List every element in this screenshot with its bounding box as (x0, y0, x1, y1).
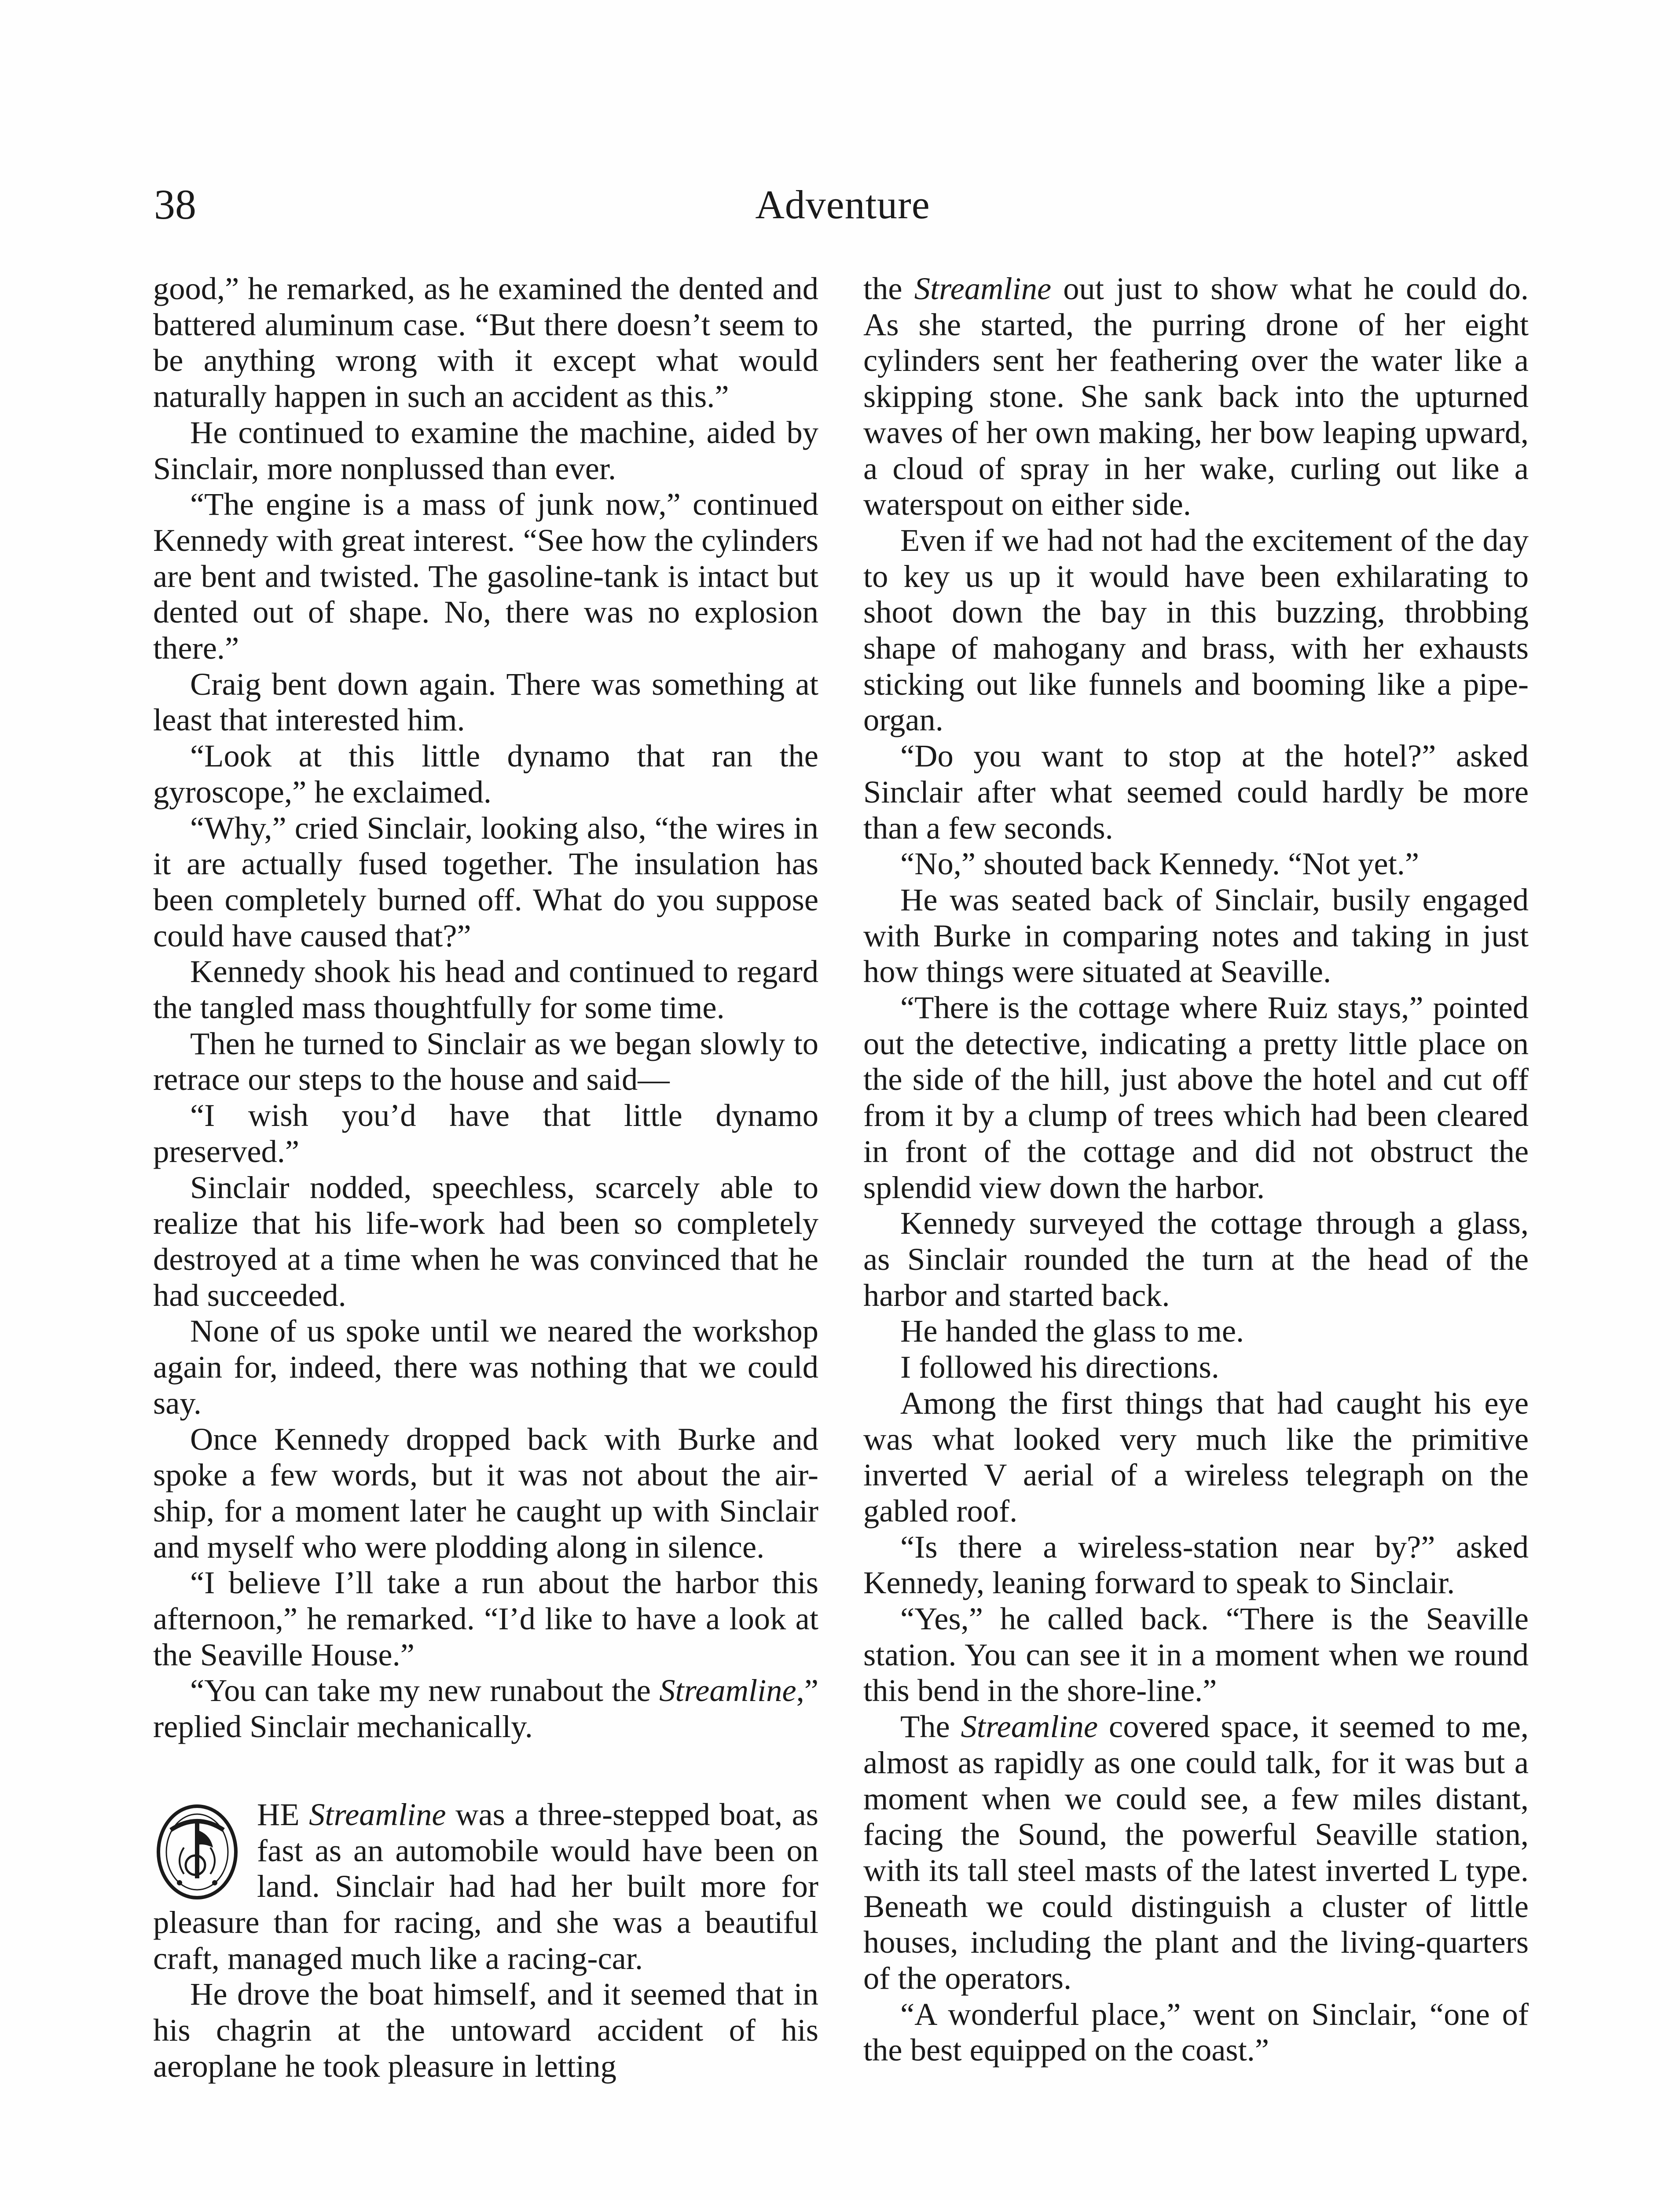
text-run: “No,” shouted back Kennedy. “Not yet.” (900, 846, 1420, 882)
text-run: Kennedy shook his head and continued to regard the tangled mass thoughtfully for some time. (153, 953, 818, 1026)
paragraph (153, 1421, 818, 1565)
text-run: Sinclair nodded, speechless, scarcely able to realize that his life-work had been so completely destroyed at a time when he was convinced that he had succeeded. (153, 1169, 818, 1313)
text-run: He drove the boat himself, and it seemed that in his chagrin at the untoward accident of his aeroplane he took pleasure in letting (153, 1976, 818, 2084)
paragraph (863, 1385, 1529, 1529)
text-run: Once Kennedy dropped back with Burke and spoke a few words, but it was not about the air-ship, for a moment later he caught up with Sinclair and myself who were plodding along in silence. (153, 1421, 818, 1565)
paragraph (153, 414, 818, 486)
right-column (863, 271, 1529, 2068)
italic-text: Streamline (914, 271, 1052, 306)
text-run: the (863, 271, 914, 306)
paragraph (153, 1797, 818, 1976)
page-header (154, 176, 1531, 233)
text-run: Kennedy surveyed the cottage through a glass, as Sinclair rounded the turn at the head of the harbor and started back. (863, 1205, 1529, 1313)
text-run: “Look at this little dynamo that ran the gyroscope,” he exclaimed. (153, 738, 818, 810)
text-run: None of us spoke until we neared the workshop again for, indeed, there was nothing that we could say. (153, 1313, 818, 1421)
text-run: He handed the glass to me. (900, 1313, 1244, 1349)
paragraph (153, 1026, 818, 1097)
paragraph (863, 1529, 1529, 1601)
text-run: Then he turned to Sinclair as we began slowly to retrace our steps to the house and said— (153, 1025, 818, 1097)
text-run: “I wish you’d have that little dynamo preserved.” (153, 1097, 818, 1169)
page-number: 38 (154, 181, 196, 228)
paragraph (153, 1565, 818, 1672)
text-run: Among the first things that had caught his eye was what looked very much like the primitive inverted V aerial of a wireless telegraph on the gabled roof. (863, 1385, 1529, 1529)
italic-text: Streamline (309, 1796, 446, 1832)
paragraph (153, 1170, 818, 1313)
paragraph (153, 1976, 818, 2084)
text-run: out just to show what he could do. As she started, the purring drone of her eight cylinders sent her feathering over the water like a skipping stone. She sank back into the upturned waves of her own making, her bow leaping upward, a cloud of spray in her wake, curling out like a waterspout on either side. (863, 271, 1529, 522)
paragraph (863, 1709, 1529, 1996)
text-run: He was seated back of Sinclair, busily engaged with Burke in comparing notes and taking in just how things were situated at Seaville. (863, 881, 1529, 990)
paragraph (153, 666, 818, 738)
paragraph (153, 486, 818, 666)
paragraph (153, 271, 818, 414)
paragraph (863, 1996, 1529, 2068)
paragraph (863, 882, 1529, 990)
text-run: “I believe I’ll take a run about the harbor this afternoon,” he remarked. “I’d like to have a look at the Seaville House.” (153, 1565, 818, 1672)
text-run: “You can take my new runabout the (190, 1672, 660, 1709)
paragraph (863, 1205, 1529, 1313)
text-run: I followed his directions. (900, 1349, 1219, 1385)
paragraph (863, 271, 1529, 522)
text-run: “Do you want to stop at the hotel?” asked Sinclair after what seemed could hardly be more than a few seconds. (863, 738, 1529, 846)
text-run: Craig bent down again. There was something at least that interested him. (153, 666, 818, 738)
text-run: “The engine is a mass of junk now,” continued Kennedy with great interest. “See how the cylinders are bent and twisted. The gasoline-tank is intact but dented out of shape. No, there was no explosion there.” (153, 486, 818, 666)
text-run: ,” replied Sinclair mechanically. (153, 1672, 818, 1745)
text-run: The (900, 1709, 961, 1745)
left-column (153, 271, 818, 2084)
text-run: “There is the cottage where Ruiz stays,” pointed out the detective, indicating a pretty little place on the side of the hill, just above the hotel and cut off from it by a clump of trees which had been cleared in front of the cottage and did not obstruct the splendid view down the harbor. (863, 990, 1529, 1205)
ornamental-dropcap-icon (153, 1799, 241, 1903)
paragraph (863, 738, 1529, 846)
text-run: “Is there a wireless-station near by?” asked Kennedy, leaning forward to speak to Sinclair. (863, 1529, 1529, 1601)
paragraph (863, 1601, 1529, 1709)
text-run: Even if we had not had the excitement of the day to key us up it would have been exhilarating to shoot down the bay in this buzzing, throbbing shape of mahogany and brass, with her exhausts sticking out like funnels and booming like a pipe-organ. (863, 522, 1529, 738)
paragraph (153, 953, 818, 1025)
text-run: HE (257, 1796, 309, 1832)
text-run: “A wonderful place,” went on Sinclair, “one of the best equipped on the coast.” (863, 1996, 1529, 2068)
paragraph (153, 1313, 818, 1421)
text-run: was a three-stepped boat, as fast as an automobile would have been on land. Sinclair had had her built more for pleasure than for racing, and she was a beautiful craft, managed much like a racing-car. (153, 1796, 818, 1976)
paragraph (863, 990, 1529, 1205)
paragraph (863, 1349, 1529, 1385)
italic-text: Streamline (961, 1709, 1098, 1745)
text-run: good,” he remarked, as he examined the dented and battered aluminum case. “But there doesn’t seem to be anything wrong with it except what would naturally happen in such an accident as this.” (153, 271, 818, 414)
paragraph (153, 810, 818, 954)
text-run: covered space, it seemed to me, almost as rapidly as one could talk, for it was but a moment when we could see, a few miles distant, facing the Sound, the powerful Seaville station, with its tall steel masts of the latest inverted L type. Beneath we could distinguish a cluster of little houses, including the plant and the living-quarters of the operators. (863, 1709, 1529, 1996)
paragraph (153, 1097, 818, 1169)
text-run: “Yes,” he called back. “There is the Seaville station. You can see it in a moment when we round this bend in the shore-line.” (863, 1601, 1529, 1709)
paragraph (863, 846, 1529, 882)
text-run: “Why,” cried Sinclair, looking also, “the wires in it are actually fused together. The insulation has been completely burned off. What do you suppose could have caused that?” (153, 810, 818, 953)
paragraph (863, 522, 1529, 738)
paragraph (863, 1313, 1529, 1349)
paragraph (153, 738, 818, 810)
running-head: Adventure (755, 182, 930, 227)
text-run: He continued to examine the machine, aided by Sinclair, more nonplussed than ever. (153, 414, 818, 486)
italic-text: Streamline (659, 1672, 796, 1709)
paragraph (153, 1672, 818, 1744)
